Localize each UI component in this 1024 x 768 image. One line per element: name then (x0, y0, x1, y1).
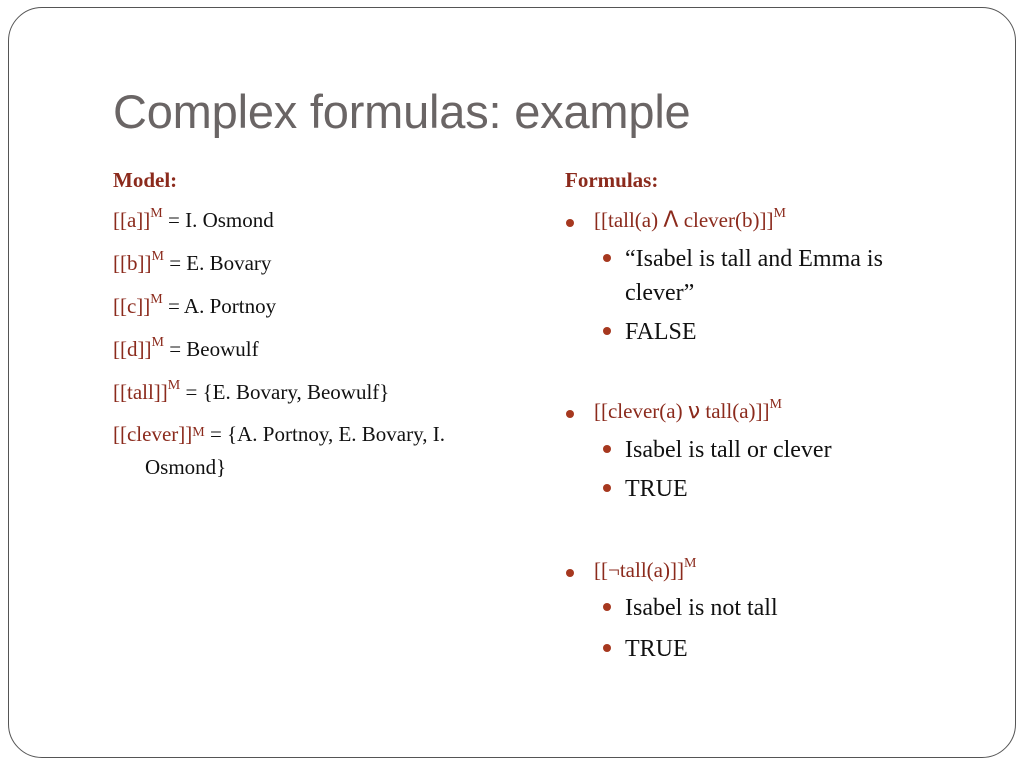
model-row-rhs: = I. Osmond (162, 208, 274, 232)
formula-truth-value: TRUE (625, 476, 688, 502)
model-row-sup: M (150, 292, 163, 307)
model-heading: Model: (113, 168, 178, 192)
model-row-sup: M (151, 249, 164, 264)
formula-reading: “Isabel is tall and Emma is clever” (625, 246, 883, 306)
bullet-icon (566, 410, 574, 418)
model-row-d (113, 337, 259, 362)
model-row-b (113, 251, 271, 276)
bullet-icon (603, 484, 611, 492)
model-row-rhs: = A. Portnoy (162, 294, 277, 318)
model-row-rhs: = E. Bovary (163, 251, 272, 275)
model-row-lhs: [[d]] (113, 337, 152, 361)
model-row-c (113, 294, 276, 319)
model-row-sup: M (167, 378, 181, 393)
formula-truth-value: TRUE (625, 636, 688, 662)
bullet-icon (603, 254, 611, 262)
model-row-rhs-continued: Osmond} (145, 455, 227, 479)
and-operator: Λ (663, 208, 679, 233)
model-row-a (113, 208, 274, 233)
formulas-heading: Formulas: (565, 168, 659, 192)
model-row-lhs: [[tall]] (113, 380, 168, 404)
slide-title: Complex formulas: example (113, 85, 691, 138)
model-row-lhs: [[c]] (113, 294, 151, 318)
bullet-icon (603, 327, 611, 335)
model-row-lhs: [[clever]] (113, 422, 193, 446)
bullet-icon (566, 219, 574, 227)
formula-text: [[tall(a) Λ clever(b)]]$^M$ (594, 206, 786, 233)
model-row-rhs: = Beowulf (163, 337, 259, 361)
model-row-lhs: [[b]] (113, 251, 152, 275)
model-row-sup: M (192, 425, 205, 440)
model-row-tall (113, 380, 389, 405)
or-operator: ν (687, 399, 701, 424)
model-row-rhs: = {A. Portnoy, E. Bovary, I. (204, 422, 445, 446)
model-row-clever (113, 418, 533, 484)
bullet-icon (603, 603, 611, 611)
model-row-sup: M (151, 335, 164, 350)
formula-truth-value: FALSE (625, 319, 697, 345)
model-row-sup: M (150, 206, 163, 221)
formula-reading: Isabel is not tall (625, 595, 778, 621)
bullet-icon (566, 569, 574, 577)
bullet-icon (603, 644, 611, 652)
bullet-icon (603, 445, 611, 453)
model-row-lhs: [[a]] (113, 208, 151, 232)
model-row-rhs: = {E. Bovary, Beowulf} (180, 380, 390, 404)
formula-text: [[clever(a) ν tall(a)]]$^M$ (594, 397, 782, 424)
formula-reading: Isabel is tall or clever (625, 437, 832, 463)
formula-text: [[¬tall(a)]]$^M$ (594, 556, 697, 582)
